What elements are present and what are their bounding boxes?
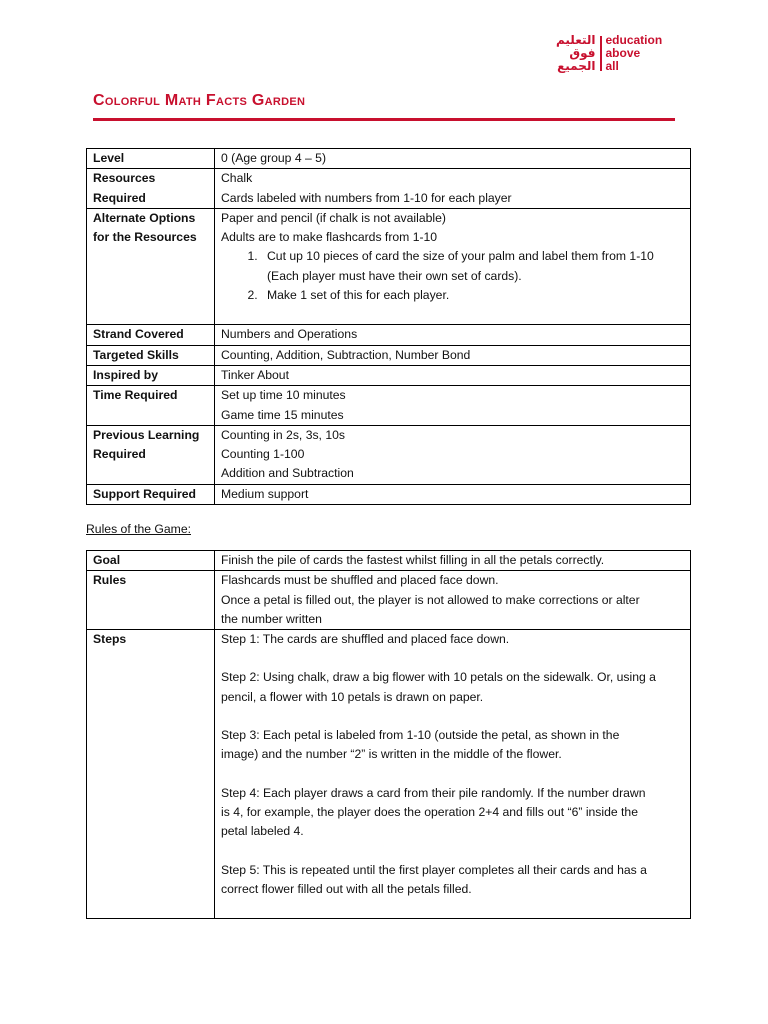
list-item-line: 1. Cut up 10 pieces of card the size of your palm and label them from 1-10 (267, 249, 654, 264)
row-value: Finish the pile of cards the fastest whilst filling in all the petals correctly. (215, 551, 691, 571)
label-line: Required (93, 190, 146, 205)
activity-info-table (86, 148, 691, 505)
logo-ar-line-2: فوق (569, 46, 596, 60)
table-row (87, 386, 691, 426)
label-line: Previous Learning (93, 427, 200, 442)
step-line: Step 3: Each petal is labeled from 1-10 (outside the petal, as shown in the (221, 728, 620, 743)
logo-ar-line-1: التعليم (556, 33, 596, 47)
spacer (221, 842, 684, 861)
rules-heading: Rules of the Game: (86, 522, 191, 536)
table-row (87, 208, 691, 324)
row-value (215, 571, 691, 630)
row-label: Rules (87, 571, 215, 630)
row-value (215, 630, 691, 919)
title-underline (93, 118, 675, 121)
spacer (221, 649, 684, 668)
step-line: Step 1: The cards are shuffled and placed face down. (221, 632, 510, 647)
spacer (221, 765, 684, 784)
table-row (87, 149, 691, 169)
logo-english-text (602, 34, 663, 73)
step-line: petal labeled 4. (221, 824, 304, 839)
value-line: Counting 1-100 (221, 447, 305, 462)
row-value (215, 386, 691, 426)
value-line: Adults are to make flashcards from 1-10 (221, 230, 438, 245)
row-label: Goal (87, 551, 215, 571)
step-line: image) and the number “2” is written in the middle of the flower. (221, 747, 562, 762)
spacer (221, 899, 684, 918)
step-line: Step 2: Using chalk, draw a big flower with 10 petals on the sidewalk. Or, using a (221, 670, 656, 685)
table-row (87, 425, 691, 484)
row-value: Counting, Addition, Subtraction, Number Bond (215, 345, 691, 365)
label-line: Required (93, 447, 146, 462)
table-row (87, 345, 691, 365)
table-row (87, 551, 691, 571)
label-line: Resources (93, 171, 156, 186)
row-value (215, 169, 691, 209)
row-value: Medium support (215, 484, 691, 504)
list-item (261, 286, 684, 305)
step-line: Step 4: Each player draws a card from their pile randomly. If the number drawn (221, 785, 646, 800)
step-line: correct flower filled out with all the petals filled. (221, 881, 472, 896)
value-line: Paper and pencil (if chalk is not available) (221, 210, 446, 225)
table-row (87, 571, 691, 630)
list-item (261, 247, 684, 286)
row-value (215, 425, 691, 484)
value-line: Counting in 2s, 3s, 10s (221, 427, 345, 442)
row-value (215, 208, 691, 324)
value-line: Addition and Subtraction (221, 466, 354, 481)
row-label (87, 425, 215, 484)
value-line: the number written (221, 611, 322, 626)
table-row (87, 365, 691, 385)
list-item-line: 2. Make 1 set of this for each player. (267, 288, 450, 303)
list-item-line: (Each player must have their own set of cards). (267, 268, 522, 283)
spacer (221, 305, 684, 324)
row-label: Inspired by (87, 365, 215, 385)
value-line: Chalk (221, 171, 253, 186)
value-line: Cards labeled with numbers from 1-10 for each player (221, 190, 512, 205)
logo-en-line-1: education (605, 33, 663, 47)
step-line: pencil, a flower with 10 petals is drawn on paper. (221, 689, 484, 704)
row-label: Steps (87, 630, 215, 919)
row-label: Level (87, 149, 215, 169)
page-title: Colorful Math Facts Garden (93, 92, 306, 109)
spacer (221, 707, 684, 726)
value-line: Set up time 10 minutes (221, 388, 346, 403)
logo-en-line-2: above (605, 46, 641, 60)
label-line: for the Resources (93, 230, 197, 245)
row-label: Time Required (87, 386, 215, 426)
row-value: 0 (Age group 4 – 5) (215, 149, 691, 169)
row-label (87, 208, 215, 324)
game-rules-table (86, 550, 691, 919)
row-label: Targeted Skills (87, 345, 215, 365)
row-value: Tinker About (215, 365, 691, 385)
logo-arabic-text (556, 34, 600, 73)
value-line: Flashcards must be shuffled and placed face down. (221, 573, 499, 588)
logo-ar-line-3: الجميع (557, 59, 596, 73)
education-above-all-logo (556, 34, 662, 73)
row-label: Strand Covered (87, 325, 215, 345)
step-line: is 4, for example, the player does the operation 2+4 and fills out “6” inside the (221, 804, 638, 819)
row-value: Numbers and Operations (215, 325, 691, 345)
table-row (87, 484, 691, 504)
value-line: Game time 15 minutes (221, 407, 344, 422)
row-label (87, 169, 215, 209)
step-line: Step 5: This is repeated until the first player completes all their cards and has a (221, 862, 647, 877)
row-label: Support Required (87, 484, 215, 504)
table-row (87, 169, 691, 209)
table-row (87, 630, 691, 919)
numbered-list (221, 247, 684, 305)
label-line: Alternate Options (93, 210, 196, 225)
table-row (87, 325, 691, 345)
value-line: Once a petal is filled out, the player is not allowed to make corrections or alter (221, 592, 640, 607)
logo-en-line-3: all (605, 59, 619, 73)
